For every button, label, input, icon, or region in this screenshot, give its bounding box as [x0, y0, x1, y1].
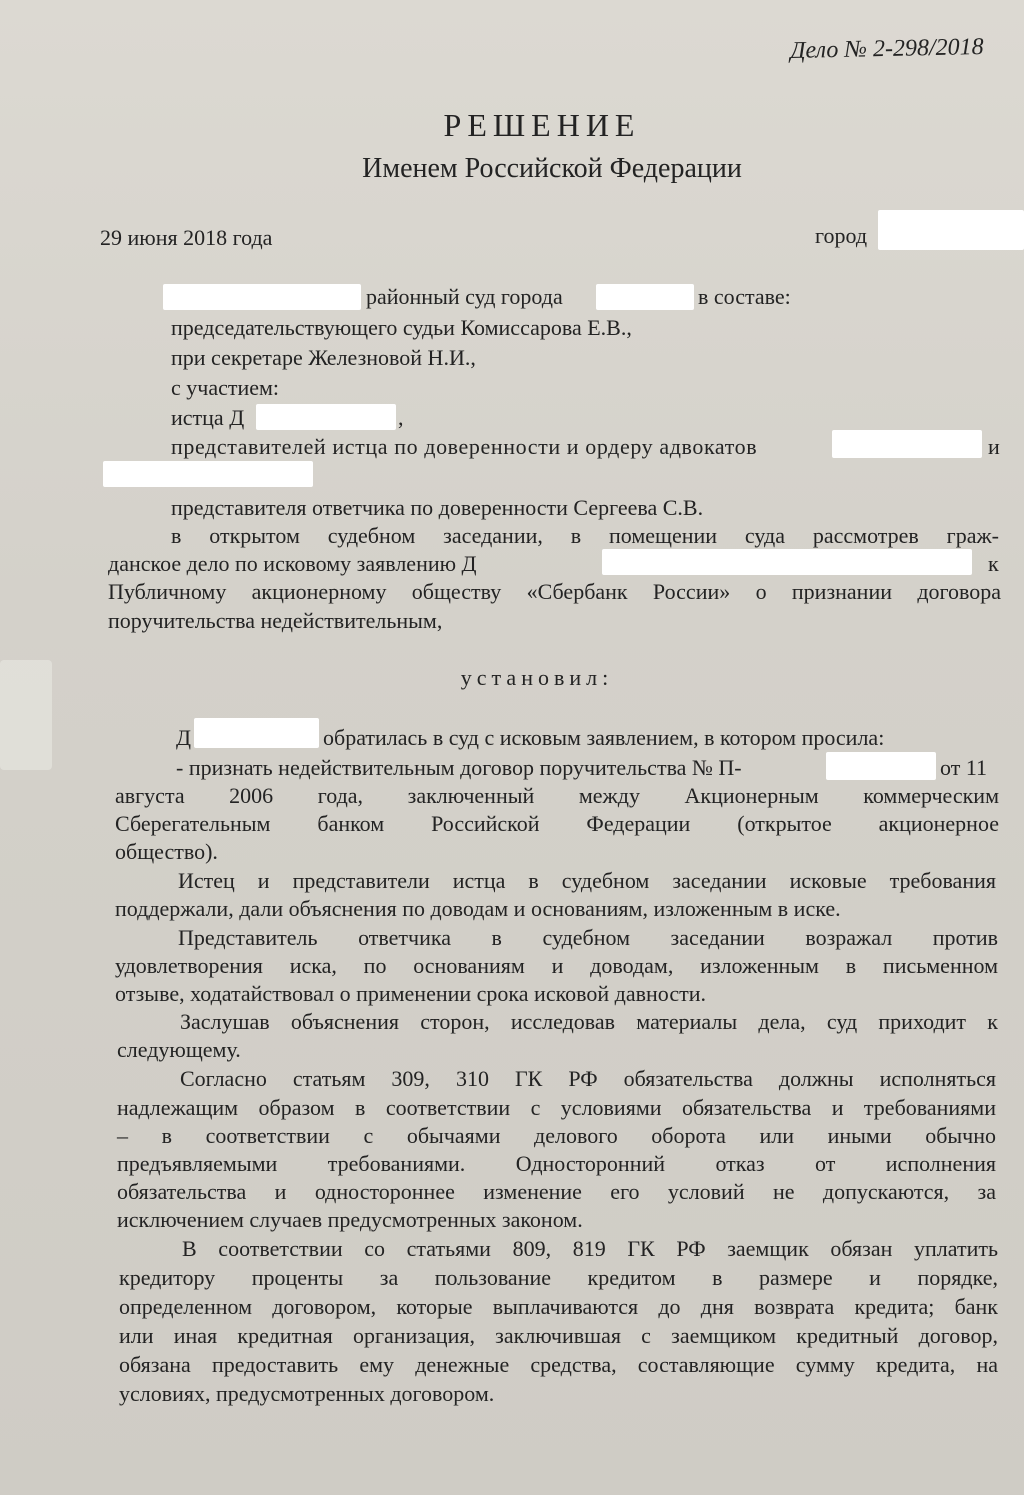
- p4-line-3: отзыве, ходатайствовал о применении срока исковой давности.: [115, 981, 706, 1006]
- participation-line: с участием:: [171, 375, 280, 400]
- p2-end: от 11: [940, 755, 988, 780]
- decision-date: 29 июня 2018 года: [100, 225, 273, 250]
- redacted-contract-number: [826, 752, 936, 780]
- intro-line-3: Публичному акционерному обществу «Сбербанк России» о признании договора: [108, 579, 1001, 604]
- p6-line-2: надлежащим образом в соответствии с условиями обязательства и требованиями: [117, 1095, 996, 1120]
- intro-line-2-end: к: [988, 551, 999, 576]
- redacted-plaintiff-full: [602, 549, 972, 575]
- p3-line-1: Истец и представители истца в судебном заседании исковые требования: [178, 868, 996, 893]
- court-composition: в составе:: [698, 284, 791, 309]
- p5-line-1: Заслушав объяснения сторон, исследовав материалы дела, суд приходит к: [180, 1009, 998, 1034]
- redacted-city: [878, 210, 1024, 250]
- redacted-plaintiff: [256, 404, 396, 430]
- redacted-advocate-1: [832, 430, 982, 458]
- p7-line-3: определенном договором, которые выплачиваются до дня возврата кредита; банк: [119, 1294, 998, 1319]
- secretary-line: при секретаре Железновой Н.И.,: [171, 345, 476, 370]
- city-label: город: [815, 223, 868, 248]
- representatives-line: [171, 434, 831, 460]
- p7-line-6: условиях, предусмотренных договором.: [119, 1381, 495, 1406]
- p7-line-5: обязана предоставить ему денежные средства, составляющие сумму кредита, на: [119, 1352, 998, 1377]
- p6-line-6: исключением случаев предусмотренных законом.: [117, 1207, 583, 1232]
- plaintiff-suffix: ,: [398, 405, 404, 430]
- p4-line-2: удовлетворения иска, по основаниям и доводам, изложенным в письменном: [115, 953, 998, 978]
- p6-line-4: предъявляемыми требованиями. Односторонний отказ от исполнения: [117, 1151, 996, 1176]
- intro-line-2-start: данское дело по исковому заявлению Д: [108, 551, 477, 576]
- p2-start: - признать недействительным договор поручительства № П-: [176, 755, 742, 780]
- p6-line-5: обязательства и одностороннее изменение его условий не допускаются, за: [117, 1179, 996, 1204]
- section-heading: установил:: [460, 665, 614, 690]
- representatives-text: представителей истца по доверенности и ордеру адвокатов: [171, 434, 758, 459]
- p2-line-3: общество).: [115, 839, 218, 864]
- p1-prefix: Д: [176, 725, 192, 750]
- p4-line-1: Представитель ответчика в судебном заседании возражал против: [178, 925, 998, 950]
- document-title: РЕШЕНИЕ: [443, 107, 641, 143]
- p5-line-2: следующему.: [117, 1037, 241, 1062]
- redacted-advocate-2: [103, 461, 313, 487]
- representatives-and: и: [988, 434, 1000, 459]
- case-number: Дело № 2-298/2018: [790, 33, 984, 64]
- court-name: районный суд города: [366, 284, 563, 309]
- p7-line-1: В соответствии со статьями 809, 819 ГК РФ заемщик обязан уплатить: [182, 1236, 998, 1261]
- p2-line-2: Сберегательным банком Российской Федерации (открытое акционерное: [115, 811, 999, 836]
- p3-line-2: поддержали, дали объяснения по доводам и основаниям, изложенным в иске.: [115, 896, 841, 921]
- p1-text: обратилась в суд с исковым заявлением, в котором просила:: [323, 725, 885, 750]
- intro-line-1: в открытом судебном заседании, в помещении суда рассмотрев граж-: [171, 523, 999, 548]
- p7-line-4: или иная кредитная организация, заключившая с заемщиком кредитный договор,: [119, 1323, 998, 1348]
- plaintiff-prefix: истца Д: [171, 405, 245, 430]
- redacted-court-name: [163, 284, 361, 310]
- p2-line-1: августа 2006 года, заключенный между Акционерным коммерческим: [115, 783, 999, 808]
- p7-line-2: кредитору проценты за пользование кредитом в размере и порядке,: [119, 1265, 998, 1290]
- defendant-representative: представителя ответчика по доверенности Сергеева С.В.: [171, 495, 704, 520]
- p6-line-1: Согласно статьям 309, 310 ГК РФ обязательства должны исполняться: [180, 1066, 996, 1091]
- intro-line-4: поручительства недействительным,: [108, 608, 443, 633]
- redacted-court-city: [596, 284, 694, 310]
- redacted-plaintiff-p1: [194, 718, 319, 748]
- judge-line: председательствующего судьи Комиссарова Е.В.,: [171, 315, 632, 340]
- document-subtitle: Именем Российской Федерации: [362, 153, 742, 184]
- p6-line-3: – в соответствии с обычаями делового оборота или иными обычно: [117, 1123, 996, 1148]
